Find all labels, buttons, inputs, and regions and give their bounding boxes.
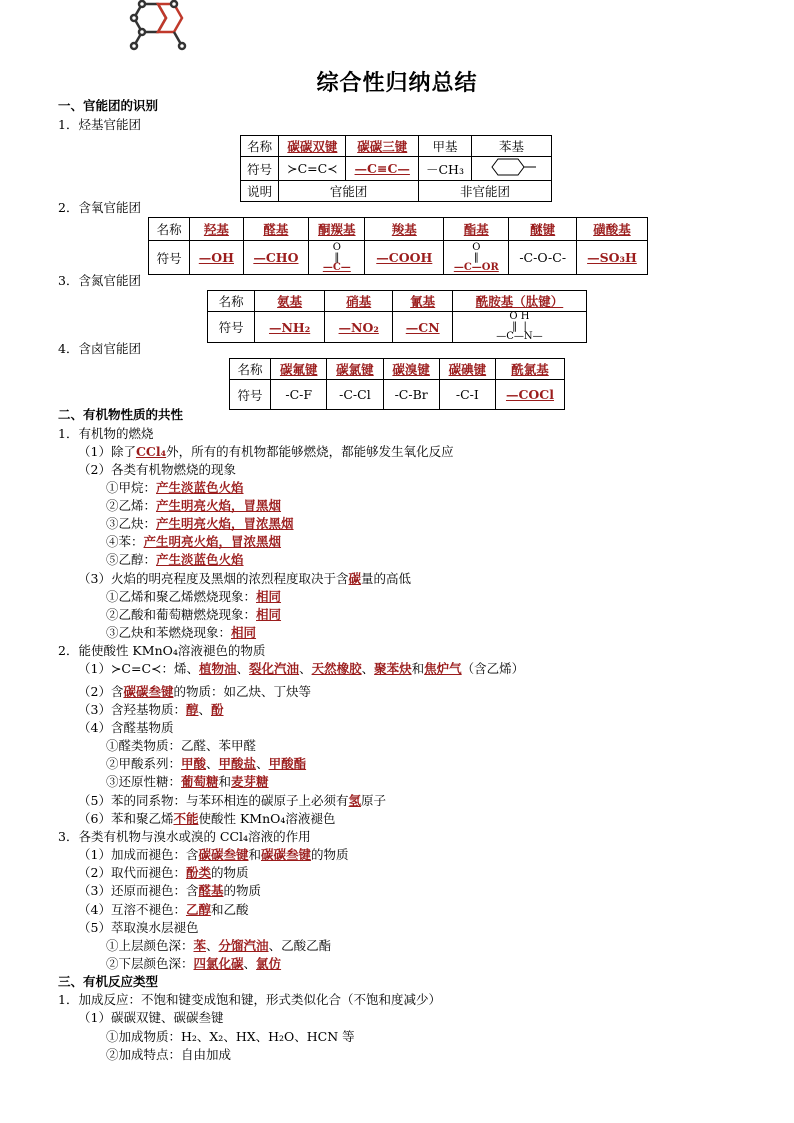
text-line: ②乙酸和葡萄糖燃烧现象：相同	[106, 607, 282, 622]
formula-cell: —OH	[190, 241, 243, 275]
header-cell: 羧基	[365, 218, 444, 241]
text-line: 3．各类有机物与溴水或溴的 CCl₄溶液的作用	[58, 829, 311, 844]
header-cell: 甲基	[419, 136, 472, 157]
formula-cell	[471, 157, 551, 181]
text-line: ②乙烯：产生明亮火焰，冒黑烟	[106, 498, 282, 513]
text-line: ④苯：产生明亮火焰，冒浓黑烟	[106, 534, 282, 549]
benzene-ring-icon	[480, 157, 542, 177]
formula-cell: —CHO	[243, 241, 309, 275]
formula-cell: -C-I	[439, 380, 495, 410]
text-line: （4）含醛基物质	[78, 720, 174, 735]
subsection-heading: 1．烃基官能团	[58, 117, 141, 132]
text-line: ①加成物质：H₂、X₂、HX、H₂O、HCN 等	[106, 1029, 355, 1044]
text-line: （5）苯的同系物：与苯环相连的碳原子上必须有氢原子	[78, 793, 386, 808]
formula-cell: O H ‖ | —C—N—	[452, 312, 586, 343]
header-cell: 名称	[230, 359, 271, 380]
header-cell: 酮羰基	[309, 218, 365, 241]
section-heading: 二、有机物性质的共性	[58, 407, 184, 422]
header-cell: 名称	[149, 218, 190, 241]
text-line: （1）除了CCl₄外，所有的有机物都能够燃烧，都能够发生氧化反应	[78, 444, 454, 459]
page-title: 综合性归纳总结	[316, 70, 478, 96]
header-cell: 苯基	[471, 136, 551, 157]
amide-top-label: O H	[509, 311, 530, 322]
text-line: ③乙炔：产生明亮火焰，冒浓黑烟	[106, 516, 294, 531]
header-cell: 磺酸基	[576, 218, 647, 241]
formula-cell: —CN	[393, 312, 453, 343]
text-line: ③乙炔和苯燃烧现象：相同	[106, 625, 257, 640]
formula-cell: -C-F	[271, 380, 327, 410]
text-line: ①醛类物质：乙醛、苯甲醛	[106, 738, 257, 753]
row-label: 符号	[149, 241, 190, 275]
header-cell: 酯基	[444, 218, 509, 241]
text-line: （3）火焰的明亮程度及黑烟的浓烈程度取决于含碳量的高低	[78, 571, 411, 586]
formula-cell: —NH₂	[255, 312, 325, 343]
formula-cell: —C≡C—	[346, 157, 419, 181]
formula-cell: —NO₂	[324, 312, 392, 343]
formula-cell: O ‖ —C—OR	[444, 241, 509, 275]
header-cell: 名称	[208, 291, 255, 312]
hydrocarbon-group-table	[240, 135, 552, 202]
text-line: 1．有机物的燃烧	[58, 426, 154, 441]
text-line: （2）含碳碳叁键的物质：如乙炔、丁炔等	[78, 684, 311, 699]
text-line: ②下层颜色深：四氯化碳、氯仿	[106, 956, 282, 971]
header-cell: 碳碘键	[439, 359, 495, 380]
text-line: ③还原性糖：葡萄糖和麦芽糖	[106, 774, 269, 789]
row-label: 说明	[241, 181, 279, 202]
formula-cell: O ‖ —C—	[309, 241, 365, 275]
oxygen-group-table	[148, 217, 648, 275]
header-cell: 酰胺基（肽键）	[452, 291, 586, 312]
formula-cell: —SO₃H	[576, 241, 647, 275]
text-line: （2）取代而褪色：酚类的物质	[78, 865, 249, 880]
text-line: ①上层颜色深：苯、分馏汽油、乙酸乙酯	[106, 938, 332, 953]
row-label: 符号	[241, 157, 279, 181]
formula-cell: -C-Br	[383, 380, 439, 410]
formula-cell: －CH₃	[419, 157, 472, 181]
header-cell: 酰氯基	[495, 359, 564, 380]
naphthalene-logo-icon	[122, 0, 194, 56]
header-cell: 硝基	[324, 291, 392, 312]
row-label: 符号	[208, 312, 255, 343]
text-line: （1）加成而褪色：含碳碳叁键和碳碳叁键的物质	[78, 847, 349, 862]
header-cell: 醚键	[509, 218, 576, 241]
text-line: ①甲烷：产生淡蓝色火焰	[106, 480, 244, 495]
ester-formula: —C—OR	[453, 261, 499, 273]
text-line: ②甲酸系列：甲酸、甲酸盐、甲酸酯	[106, 756, 307, 771]
text-line: （3）还原而褪色：含醛基的物质	[78, 883, 261, 898]
amide-formula: —C—N—	[496, 331, 543, 342]
text-line: 1．加成反应：不饱和键变成饱和键，形式类似化合（不饱和度减少）	[58, 992, 441, 1007]
header-cell: 氰基	[393, 291, 453, 312]
row-label: 符号	[230, 380, 271, 410]
header-cell: 碳碳双键	[279, 136, 346, 157]
section-heading: 三、有机反应类型	[58, 974, 159, 989]
header-cell: 碳碳三键	[346, 136, 419, 157]
text-line: ②加成特点：自由加成	[106, 1047, 232, 1062]
desc-cell: 非官能团	[419, 181, 552, 202]
formula-cell: —COOH	[365, 241, 444, 275]
subsection-heading: 3．含氮官能团	[58, 273, 141, 288]
oxygen-label: O	[332, 241, 341, 253]
header-cell: 碳氯键	[327, 359, 383, 380]
text-line: 2．能使酸性 KMnO₄溶液褪色的物质	[58, 643, 266, 658]
text-line: （1）≻C=C≺：烯、植物油、裂化汽油、天然橡胶、聚苯炔和焦炉气（含乙烯）	[78, 661, 525, 676]
ketone-formula: —C—	[322, 261, 351, 273]
text-line: （3）含羟基物质：醇、酚	[78, 702, 224, 717]
formula-cell: -C-Cl	[327, 380, 383, 410]
header-cell: 氨基	[255, 291, 325, 312]
halogen-group-table	[229, 358, 565, 410]
text-line: （6）苯和聚乙烯不能使酸性 KMnO₄溶液褪色	[78, 811, 336, 826]
subsection-heading: 2．含氧官能团	[58, 200, 141, 215]
text-line: （5）萃取溴水层褪色	[78, 920, 199, 935]
desc-cell: 官能团	[279, 181, 419, 202]
header-cell: 碳氟键	[271, 359, 327, 380]
header-cell: 碳溴键	[383, 359, 439, 380]
header-cell: 羟基	[190, 218, 243, 241]
header-cell: 醛基	[243, 218, 309, 241]
text-line: ⑤乙醇：产生淡蓝色火焰	[106, 552, 244, 567]
oxygen-label: O	[472, 241, 481, 253]
text-line: （1）碳碳双键、碳碳叁键	[78, 1010, 224, 1025]
section-heading: 一、官能团的识别	[58, 98, 159, 113]
formula-cell: —COCl	[495, 380, 564, 410]
formula-cell: -C-O-C-	[509, 241, 576, 275]
header-cell: 名称	[241, 136, 279, 157]
text-line: ①乙烯和聚乙烯燃烧现象：相同	[106, 589, 282, 604]
subsection-heading: 4．含卤官能团	[58, 341, 141, 356]
formula-cell: ≻C=C≺	[279, 157, 346, 181]
text-line: （4）互溶不褪色：乙醇和乙酸	[78, 902, 249, 917]
nitrogen-group-table	[207, 290, 587, 343]
text-line: （2）各类有机物燃烧的现象	[78, 462, 236, 477]
